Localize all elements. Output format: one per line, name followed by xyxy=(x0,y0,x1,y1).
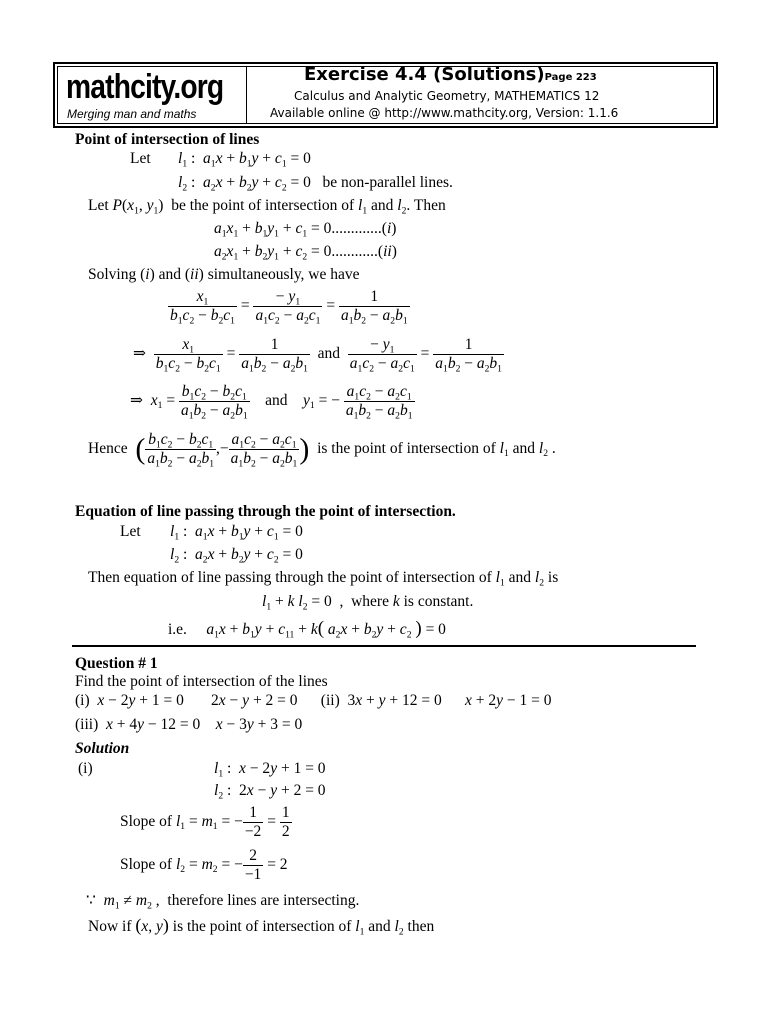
hence-label: Hence xyxy=(88,439,128,457)
is-text: is xyxy=(547,569,559,586)
nonparallel-text: be non-parallel lines. xyxy=(322,174,453,191)
question-title: Question # 1 xyxy=(75,655,158,672)
then-equation-text: Then equation of line passing through the point of intersection of $l_1$ and $l_2$ is xyxy=(88,569,559,589)
solution-l2: $l_2$ : 2x − y + 2 = 0 xyxy=(214,782,326,802)
equation-ii: $a_2x_1 + b_2y_1 + c_2 = 0............(ii)$ xyxy=(214,243,397,263)
now-if-label: Now if xyxy=(88,918,132,935)
tagline: Merging man and maths xyxy=(67,107,197,121)
then-equation-label: Then equation of line passing through the point of intersection of xyxy=(88,569,492,586)
hence-tail: is the point of intersection of xyxy=(317,439,496,457)
implies-equation-2: ⇒ $x_1$ = $\frac{b_1c_2 - b_2c_1}{a_1b_2 - a_2b_1}$ and $y_1$ = − $\frac{a_1c_2 - a_2c_1}{a_1b_2 - a_2b_1}$ xyxy=(130,383,413,422)
solution-l1: $l_1$ : x − 2y + 1 = 0 xyxy=(214,760,326,780)
now-tail-text: is the point of intersection of xyxy=(172,918,352,935)
equation-l1-b: $l_1$ : $a_1x + b_1y + c_1 = 0$ xyxy=(170,523,303,543)
slope1-label: Slope of xyxy=(120,812,173,830)
question-parts-2: (iii) x + 4y − 12 = 0 x − 3y + 3 = 0 xyxy=(75,716,303,733)
question-parts-1: (i) x − 2y + 1 = 0 2x − y + 2 = 0 (ii) 3x + y + 12 = 0 x + 2y − 1 = 0 xyxy=(75,692,552,709)
slope-l2: Slope of $l_2 = m_2$ = − $\frac{2}{-1}$ = 2 xyxy=(120,847,288,883)
slope-l1: Slope of $l_1 = m_1$ = − $\frac{1}{-2}$ = $\frac{1}{2}$ xyxy=(120,804,290,840)
equation-l1: $l_1$ : $a_1x + b_1y + c_1 = 0$ xyxy=(178,150,311,170)
part-i-label: (i) xyxy=(78,760,93,777)
slope-comparison: ∵ $m_1 \ne m_2$ , therefore lines are intersecting. xyxy=(86,892,360,912)
intersecting-text: therefore lines are intersecting. xyxy=(167,892,360,909)
then-text: . Then xyxy=(406,197,446,214)
equation-l2-b: $l_2$ : $a_2x + b_2y + c_2 = 0$ xyxy=(170,546,303,566)
section-heading-intersection: Point of intersection of lines xyxy=(75,131,260,148)
equation-i: $a_1x_1 + b_1y_1 + c_1 = 0.............(i)$ xyxy=(214,220,397,240)
hence-statement: Hence ( $\frac{b_1c_2 - b_2c_1}{a_1b_2 - a_2b_1}$ ,− $\frac{a_1c_2 - a_2c_1}{a_1b_2 - a_2b_1}$ ) is the point of intersection of $l_1$ and $l_2$ . xyxy=(88,431,556,470)
slope2-label: Slope of xyxy=(120,855,173,873)
page-title xyxy=(304,64,597,85)
now-if-statement: Now if (x, y) is the point of intersection of $l_1$ and $l_2$ then xyxy=(88,915,435,938)
ie-label: i.e. xyxy=(168,621,187,638)
section-heading-line-through: Equation of line passing through the point of intersection. xyxy=(75,503,456,520)
and-text: and xyxy=(371,197,394,214)
section-divider xyxy=(72,645,696,647)
ratio-equation: $\frac{x_1}{b_1c_2 - b_2c_1}$ = $\frac{- y_1}{a_1c_2 - a_2c_1}$ = $\frac{1}{a_1b_2 - a_2b_1}$ xyxy=(170,288,408,327)
exercise-title: Exercise 4.4 (Solutions) xyxy=(304,64,545,85)
solving-text: Solving (i) and (ii) simultaneously, we have xyxy=(88,266,360,283)
logo-box xyxy=(58,67,247,123)
implies-equation-1: ⇒ $\frac{x_1}{b_1c_2 - b_2c_1}$ = $\frac{1}{a_1b_2 - a_2b_1}$ and $\frac{- y_1}{a_1c_2 - a_2c_1}$ = $\frac{1}{a_1b_2 - a_2b_1}$ xyxy=(133,336,502,375)
equation-l2: $l_2$ : $a_2x + b_2y + c_2 = 0$ be non-parallel lines. xyxy=(178,174,453,194)
then-label: then xyxy=(407,918,435,935)
book-title: Calculus and Analytic Geometry, MATHEMATICS 12 xyxy=(294,89,600,103)
point-text: be the point of intersection of xyxy=(171,197,355,214)
family-equation: $l_1 + k$ $l_2 = 0$ , where k is constant. xyxy=(262,593,474,613)
site-logo: mathcity.org xyxy=(66,68,224,106)
let-label-3: Let xyxy=(120,523,141,540)
availability-line: Available online @ http://www.mathcity.org, Version: 1.1.6 xyxy=(270,106,619,120)
question-prompt: Find the point of intersection of the lines xyxy=(75,673,328,690)
page-number: Page 223 xyxy=(544,72,597,83)
let-label: Let xyxy=(130,150,151,167)
ie-equation: i.e. $a_1x + b_1y + c_{11} + k$( $a_2x + b_2y + c_2$ ) = 0 xyxy=(168,618,446,641)
point-definition: Let $P(x_1$, $y_1$) be the point of intersection of $l_1$ and $l_2$. Then xyxy=(88,197,446,217)
solution-heading: Solution xyxy=(75,740,130,757)
let-label-2: Let xyxy=(88,197,109,214)
